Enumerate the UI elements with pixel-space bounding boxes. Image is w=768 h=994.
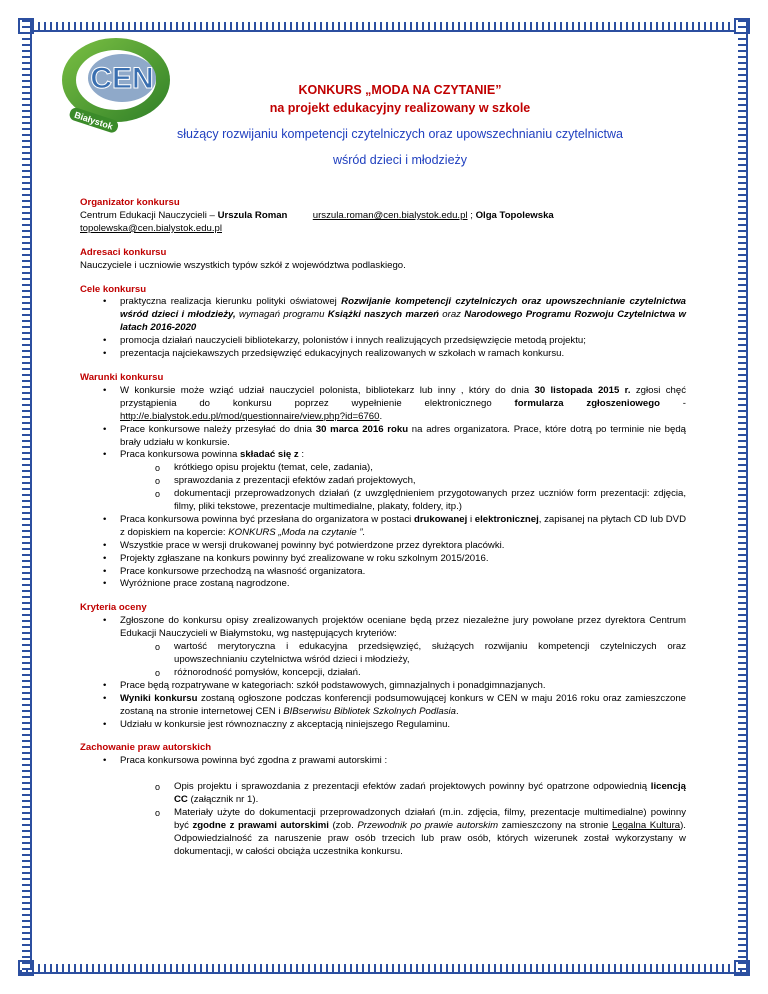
legalna-kultura-link[interactable]: Legalna Kultura [612,819,681,831]
sub-list-item: o wartość merytoryczna i edukacyjna przedsięwzięć, służących rozwijaniu kompetencji czytelniczych oraz upowszechnianiu czytelnictwa wśród dzieci i młodzieży, [80,641,686,667]
list-item: • prezentacja najciekawszych przedsięwzięć edukacyjnych realizowanych w szkołach w ramach konkursu. [80,348,686,361]
document-body [80,197,686,870]
section-conditions [80,372,686,591]
section-organizer [80,197,686,236]
list-item: • Udziału w konkursie jest równoznaczny z akceptacją niniejszego Regulaminu. [80,719,686,732]
organizer-person-2: Olga Topolewska [475,209,554,221]
list-item: • Praca konkursowa powinna być przesłana do organizatora w postaci drukowanej i elektronicznej, zapisanej na płytach CD lub DVD z dopiskiem na kopercie: KONKURS „Moda na czytanie ”. [80,514,686,540]
sub-list-item: o dokumentacji przeprowadzonych działań (z uwzględnieniem przygotowanych przez uczniów form prezentacji: zdjęcia, filmy, pliki tekstowe, prezentacje multimedialne, plakaty, foldery, itp.) [80,488,686,514]
subtitle-line-1: służący rozwijaniu kompetencji czytelniczych oraz upowszechnianiu czytelnictwa [176,127,624,141]
list-item: • W konkursie może wziąć udział nauczyciel polonista, bibliotekarz lub inny , który do dnia 30 listopada 2015 r. zgłosi chęć przystąpienia do konkursu poprzez wypełnienie elektronicznego formularza zgłoszeniowego - http://e.bialystok.edu.pl/mod/questionnaire/view.php?id=6760. [80,385,686,424]
email-link-1[interactable]: urszula.roman@cen.bialystok.edu.pl [312,209,468,221]
list-item: • Wszystkie prace w wersji drukowanej powinny być potwierdzone przez dyrektora placówki. [80,540,686,553]
page-border-left [20,20,32,970]
section-goals [80,284,686,361]
list-item: • Prace konkursowe przechodzą na własność organizatora. [80,566,686,579]
list-item: • Praca konkursowa powinna być zgodna z prawami autorskimi : [80,755,686,768]
title-line-2: na projekt edukacyjny realizowany w szkole [269,101,531,115]
sub-list-item: o krótkiego opisu projektu (temat, cele, zadania), [80,462,686,475]
recipients-text: Nauczyciele i uczniowie wszystkich typów szkół z województwa podlaskiego. [80,259,406,271]
page-border-corner [18,18,34,34]
questionnaire-link[interactable]: http://e.bialystok.edu.pl/mod/questionnaire/view.php?id=6760 [120,410,380,422]
sub-list-item: o Materiały użyte do dokumentacji przeprowadzonych działań (m.in. zdjęcia, filmy, prezentacje multimedialne) powinny być zgodne z prawami autorskimi (zob. Przewodnik po prawie autorskim zamieszczony na stronie Legalna Kultura). Odpowiedzialność za naruszenie praw osób trzecich lub praw osób, których wizerunek został wykorzystany w dokumentacji, w całości obciąża uczestnika konkursu. [80,807,686,859]
organizer-person-1: Urszula Roman [217,209,288,221]
section-heading: Adresaci konkursu [80,246,167,258]
separator: ; [467,209,476,221]
list-item: • praktyczna realizacja kierunku polityki oświatowej Rozwijanie kompetencji czytelniczych oraz upowszechnianie czytelnictwa wśród dzieci i młodzieży, wymagań programu Książki naszych marzeń oraz Narodowego Programu Rozwoju Czytelnictwa w latach 2016-2020 [80,296,686,335]
list-item: • promocja działań nauczycieli bibliotekarzy, polonistów i innych realizujących przedsięwzięcie metodą projektu; [80,335,686,348]
section-heading: Zachowanie praw autorskich [80,742,212,754]
sub-list-item: o różnorodność pomysłów, koncepcji, działań. [80,667,686,680]
section-recipients [80,247,686,273]
page-border-corner [18,960,34,976]
section-heading: Warunki konkursu [80,371,164,383]
email-link-2[interactable]: topolewska@cen.bialystok.edu.pl [80,222,222,234]
sub-list-item: o Opis projektu i sprawozdania z prezentacji efektów zadań projektowych powinny być opatrzone odpowiednią licencją CC (załącznik nr 1). [80,781,686,807]
organizer-institution: Centrum Edukacji Nauczycieli – [80,209,218,221]
section-copyright [80,742,686,858]
svg-text:Białystok: Białystok [73,109,115,132]
section-criteria [80,602,686,731]
list-item: • Praca konkursowa powinna składać się z : [80,449,686,462]
cen-logo [58,34,178,134]
list-item: • Wyróżnione prace zostaną nagrodzone. [80,578,686,591]
svg-text:CEN: CEN [90,62,154,95]
page-border-corner [734,960,750,976]
title-line-1: KONKURS „MODA NA CZYTANIE” [298,83,502,97]
page-border-top [20,20,748,32]
section-heading: Organizator konkursu [80,197,180,208]
list-item: • Prace konkursowe należy przesyłać do dnia 30 marca 2016 roku na adres organizatora. Prace, które dotrą po terminie nie będą brały udziału w konkursie. [80,424,686,450]
section-heading: Cele konkursu [80,283,147,295]
organizer-line [80,210,686,223]
page-border-corner [734,18,750,34]
page-border-bottom [20,962,748,974]
page-border-right [736,20,748,970]
list-item: • Projekty zgłaszane na konkurs powinny być zrealizowane w roku szkolnym 2015/2016. [80,553,686,566]
list-item: • Wyniki konkursu zostaną ogłoszone podczas konferencji podsumowującej konkurs w CEN w maju 2016 roku oraz zamieszczone zostaną na stronie internetowej CEN i BIBserwisu Bibliotek Szkolnych Podlasia. [80,693,686,719]
list-item: • Prace będą rozpatrywane w kategoriach: szkół podstawowych, gimnazjalnych i ponadgimnazjanych. [80,680,686,693]
section-heading: Kryteria oceny [80,602,147,614]
sub-list-item: o sprawozdania z prezentacji efektów zadań projektowych, [80,475,686,488]
subtitle-line-2: wśród dzieci i młodzieży [332,153,468,167]
list-item: • Zgłoszone do konkursu opisy zrealizowanych projektów oceniane będą przez niezależne jury powołane przez dyrektora Centrum Edukacji Nauczycieli w Białymstoku, wg następujących kryteriów: [80,615,686,641]
